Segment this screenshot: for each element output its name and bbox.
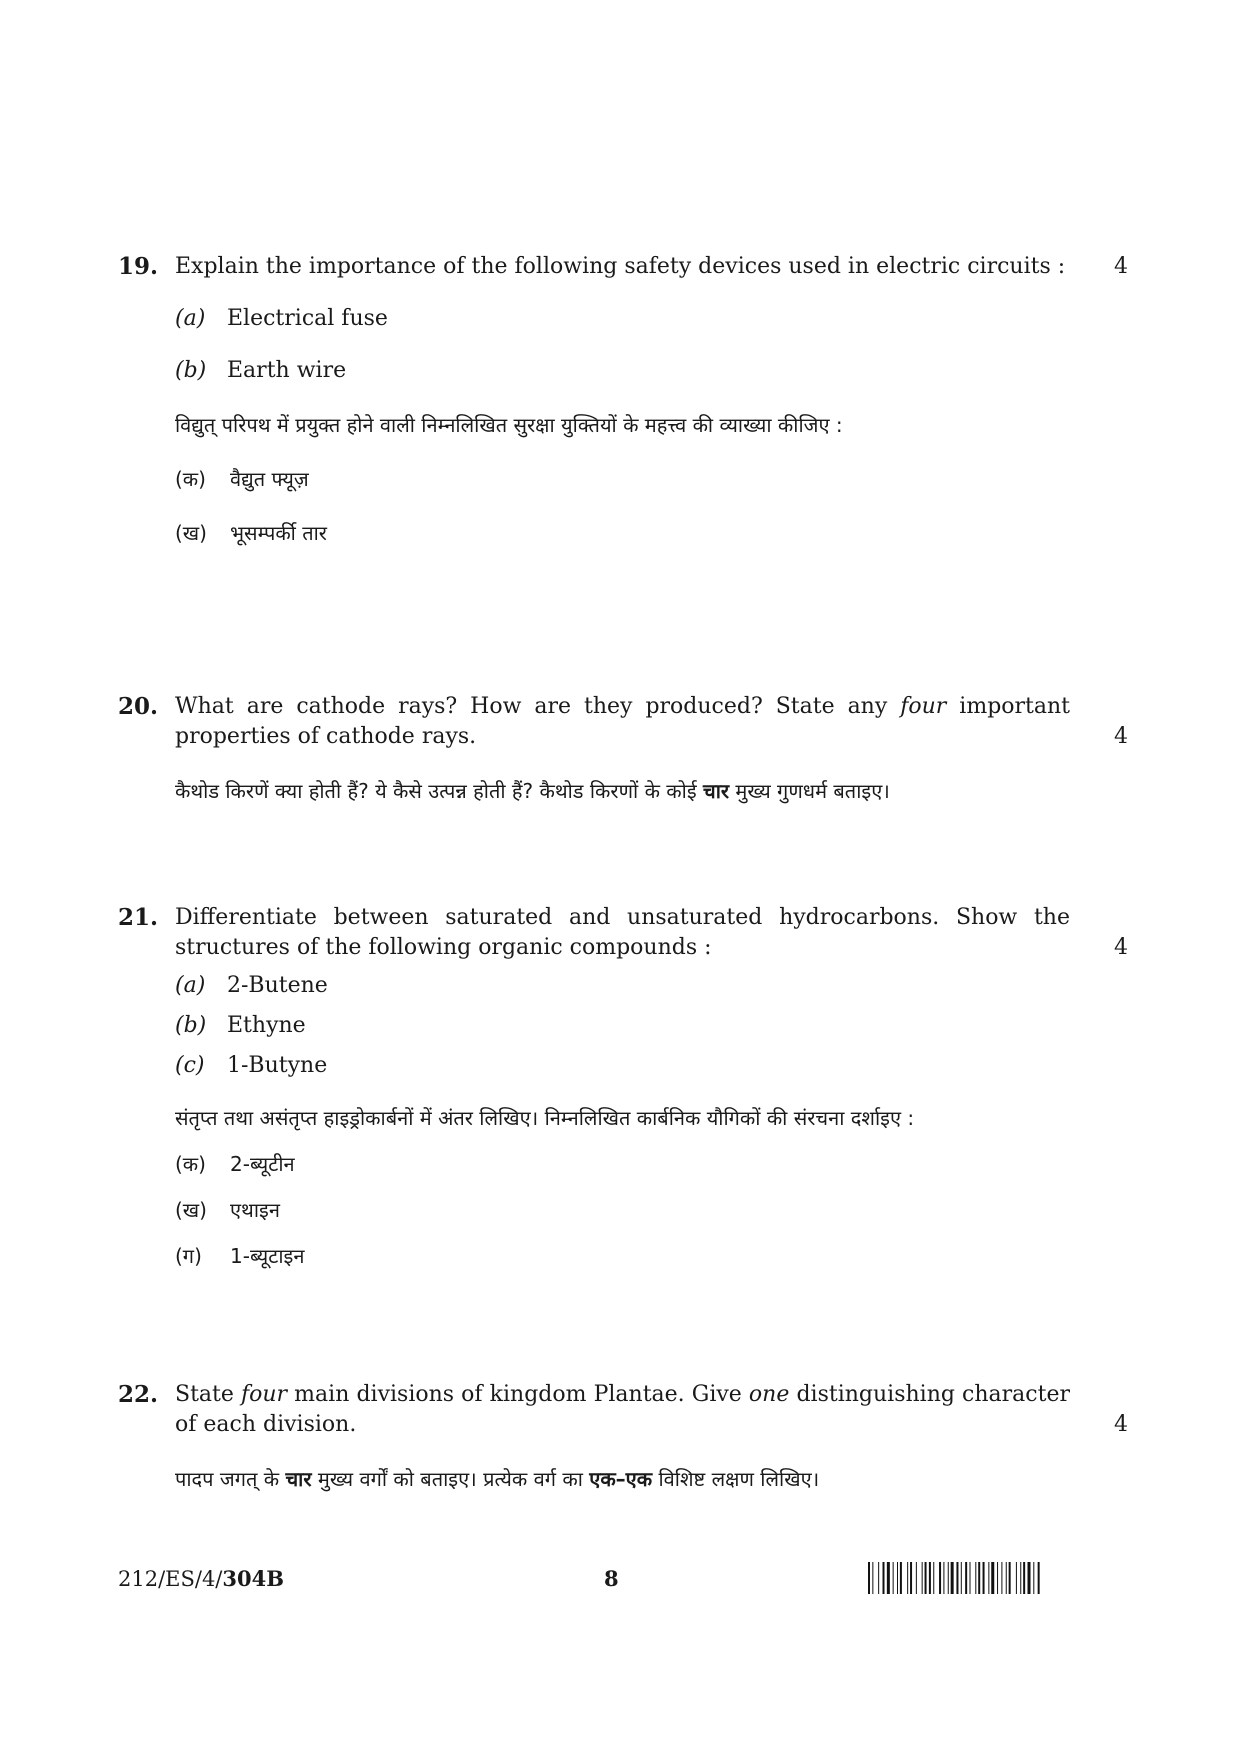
- page-footer: [118, 1562, 1128, 1602]
- hindi-question-text: विद्युत् परिपथ में प्रयुक्त होने वाली निम्नलिखित सुरक्षा युक्तियों के महत्त्व की व्याख्या कीजिए :: [175, 413, 843, 437]
- hindi-sub-part-text: 2-ब्यूटीन: [230, 1152, 295, 1176]
- sub-part-label: (a): [175, 306, 206, 331]
- barcode-icon: [868, 1562, 1128, 1594]
- question-text: What are cathode rays? How are they produced? State any four important properties of cathode rays.: [175, 694, 1070, 749]
- hindi-sub-part-label: (क): [175, 1152, 206, 1176]
- question-number: 22.: [118, 1381, 159, 1408]
- sub-part-text: Earth wire: [227, 358, 347, 383]
- sub-part-text: Ethyne: [227, 1013, 306, 1038]
- question-number: 21.: [118, 904, 159, 931]
- emphasis: four: [241, 1382, 288, 1407]
- emphasis: चार: [285, 1467, 312, 1491]
- marks: 4: [1114, 1412, 1128, 1437]
- sub-part-label: (c): [175, 1053, 205, 1078]
- question-text: Explain the importance of the following safety devices used in electric circuits :: [175, 254, 1066, 279]
- question-19: [118, 252, 1128, 548]
- sub-part: [175, 1051, 1128, 1081]
- hindi-sub-part-text: वैद्युत फ्यूज़: [230, 467, 309, 491]
- question-header: [118, 903, 1128, 963]
- hindi-sub-part-text: एथाइन: [230, 1198, 280, 1222]
- sub-part: [175, 1011, 1128, 1041]
- question-20: [118, 692, 1128, 806]
- marks: 4: [1114, 724, 1128, 749]
- marks: 4: [1114, 935, 1128, 960]
- sub-part-text: 1-Butyne: [227, 1053, 328, 1078]
- page-number: 8: [604, 1566, 619, 1591]
- emphasis: four: [900, 694, 947, 719]
- hindi-question-text: कैथोड किरणें क्या होती हैं? ये कैसे उत्पन्न होती हैं? कैथोड किरणों के कोई चार मुख्य गुणधर्म बताइए।: [175, 779, 890, 803]
- sub-part-text: Electrical fuse: [227, 306, 388, 331]
- hindi-sub-part: [175, 518, 1128, 548]
- question-22: [118, 1380, 1128, 1494]
- hindi-sub-part: [175, 464, 1128, 494]
- hindi-sub-part: [175, 1241, 1128, 1271]
- sub-part-text: 2-Butene: [227, 973, 328, 998]
- sub-part: [175, 356, 1128, 386]
- question-text: Differentiate between saturated and unsaturated hydrocarbons. Show the structures of the following organic compounds :: [175, 905, 1070, 960]
- hindi-sub-part-label: (ख): [175, 521, 207, 545]
- hindi-question-text: संतृप्त तथा असंतृप्त हाइड्रोकार्बनों में अंतर लिखिए। निम्नलिखित कार्बनिक यौगिकों की संरचना दर्शाइए :: [175, 1106, 915, 1130]
- question-header: [118, 252, 1128, 282]
- hindi-sub-part-label: (क): [175, 467, 206, 491]
- question-header: [118, 692, 1128, 752]
- hindi-sub-part-text: 1-ब्यूटाइन: [230, 1244, 305, 1268]
- hindi-sub-part-text: भूसम्पर्की तार: [230, 521, 327, 545]
- sub-part: [175, 971, 1128, 1001]
- marks: 4: [1114, 254, 1128, 279]
- question-text: State four main divisions of kingdom Plantae. Give one distinguishing character of each division.: [175, 1382, 1070, 1437]
- hindi-sub-part-label: (ख): [175, 1198, 207, 1222]
- emphasis: चार: [703, 779, 730, 803]
- sub-part-label: (a): [175, 973, 206, 998]
- sub-part-label: (b): [175, 1013, 207, 1038]
- question-header: [118, 1380, 1128, 1440]
- paper-code: 212/ES/4/304B: [118, 1566, 284, 1591]
- hindi-sub-part: [175, 1195, 1128, 1225]
- hindi-sub-part: [175, 1149, 1128, 1179]
- hindi-sub-part-label: (ग): [175, 1244, 202, 1268]
- sub-part-label: (b): [175, 358, 207, 383]
- sub-part: [175, 304, 1128, 334]
- question-number: 19.: [118, 253, 159, 280]
- question-number: 20.: [118, 693, 159, 720]
- emphasis: one: [748, 1382, 790, 1407]
- hindi-question-text: पादप जगत् के चार मुख्य वर्गों को बताइए। प्रत्येक वर्ग का एक–एक विशिष्ट लक्षण लिखिए।: [175, 1467, 820, 1491]
- emphasis: एक–एक: [589, 1467, 653, 1491]
- question-21: [118, 903, 1128, 1271]
